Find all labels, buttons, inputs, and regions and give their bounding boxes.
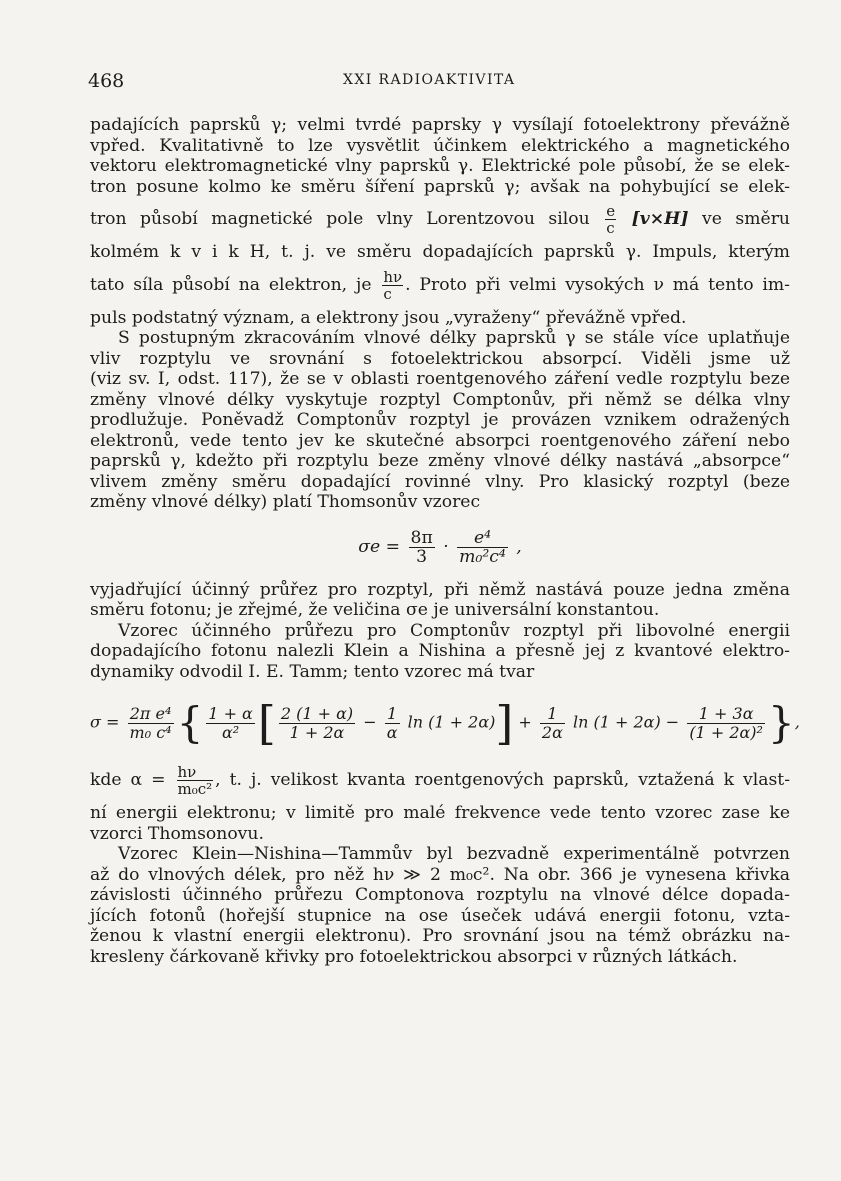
fraction-denominator: c <box>383 284 392 303</box>
fraction-numerator: hν <box>383 267 403 286</box>
klein-nishina-formula: σ = $\frac{\text{2π e⁴}}{\text{m₀ c⁴}}$ { $\frac{1 + \alpha}{\text{α²}}$ [ $\frac{2 (1 + \alpha)}{1 + 2\alpha}$ − $\frac{1}{\alpha}$ ln (1 + 2α)] + $\frac{1}{2\alpha}$ ln (1 + 2α) − $\frac{1 + 3\alpha}{\text{(1 + 2α)²}}$ }, <box>90 696 800 750</box>
formula-dot: · <box>443 536 449 557</box>
running-head: XXI RADIOAKTIVITA <box>343 72 516 88</box>
fraction-numerator: e⁴ <box>457 529 508 548</box>
formula-fraction <box>409 529 435 566</box>
formula-log-term: ln (1 + 2α) <box>407 712 496 732</box>
fraction-denominator: c <box>606 219 615 237</box>
text-line: vektoru elektromagnetické vlny paprsků γ. Elektrické pole působí, že se elek- <box>90 156 790 176</box>
page-header <box>88 70 788 94</box>
formula-operator: − <box>363 712 377 732</box>
formula-fraction <box>128 705 174 742</box>
text-line: prodlužuje. Poněvadž Comptonův rozptyl je provázen vznikem odražených <box>90 410 790 430</box>
fraction-numerator: 2 (1 + α) <box>280 703 354 723</box>
fraction-numerator: 1 <box>385 705 400 724</box>
text-line: až do vlnových délek, pro něž hν ≫ 2 m₀c². Na obr. 366 je vynesena křivka <box>90 864 790 885</box>
lorentz-line <box>90 203 790 236</box>
text-line: (viz sv. I, odst. 117), že se v oblasti roentgenového záření vedle rozptylu beze <box>90 369 790 389</box>
hv-over-c-fraction <box>382 269 403 302</box>
fraction-numerator: 1 <box>540 705 565 724</box>
text-line: Vzorec Klein—Nishina—Tammův byl bezvadně experimentálně potvrzen <box>118 844 790 864</box>
fraction-denominator: (1 + 2α)² <box>689 722 763 742</box>
text-line: změny vlnové délky) platí Thomsonův vzorec <box>90 492 481 512</box>
fraction-numerator: 1 + α <box>208 703 253 723</box>
text-line: paprsků γ, kdežto při rozptylu beze změny vlnové délky nastává „absorpce“ <box>90 451 790 471</box>
text-line: vlivem změny směru dopadající rovinné vlny. Pro klasický rozptyl (beze <box>90 471 790 492</box>
text-line: směru fotonu; je zřejmé, že veličina σe je universální konstantou. <box>90 600 660 620</box>
text-line: ní energii elektronu; v limitě pro malé frekvence vede tento vzorec zase ke <box>90 803 790 823</box>
formula-fraction <box>206 705 255 742</box>
text-line: vyjadřující účinný průřez pro rozptyl, při němž nastává pouze jedna změna <box>90 579 790 600</box>
kde-text: kde α = <box>90 770 166 790</box>
fraction-denominator: 3 <box>416 546 428 567</box>
text-line: Vzorec účinného průřezu pro Comptonův rozptyl při libovolné energii <box>118 620 790 641</box>
text-line: vliv rozptylu ve srovnání s fotoelektrickou absorpcí. Viděli jsme už <box>90 348 790 369</box>
fraction-numerator: 8π <box>410 527 433 548</box>
text-line: padajících paprsků γ; velmi tvrdé paprsky γ vysílají fotoelektrony převážně <box>90 115 790 135</box>
alpha-fraction <box>177 764 214 797</box>
impuls-text: tato síla působí na elektron, je <box>90 274 372 295</box>
page-number: 468 <box>88 70 125 92</box>
text-line: dynamiky odvodil I. E. Tamm; tento vzorec má tvar <box>90 661 535 682</box>
fraction-denominator: m₀ c⁴ <box>129 722 172 742</box>
text-line: elektronů, vede tento jev ke skutečné absorpci roentgenového záření nebo <box>90 430 790 451</box>
formula-fraction <box>279 705 355 742</box>
text-line: jících fotonů (hořejší stupnice na ose úseček udává energii fotonu, vzta- <box>90 905 790 926</box>
fraction-denominator: α <box>386 722 398 742</box>
impuls-text-after: . Proto při velmi vysokých ν má tento im- <box>405 274 790 295</box>
lorentz-text-after: ve směru <box>702 209 790 229</box>
fraction-numerator: hν <box>177 764 214 781</box>
formula-fraction <box>687 705 765 742</box>
lorentz-text: tron působí magnetické pole vlny Lorentzovou silou <box>90 209 590 229</box>
text-line: puls podstatný význam, a elektrony jsou „vyraženy“ převážně vpřed. <box>90 307 687 328</box>
fraction-numerator: 1 + 3α <box>687 705 765 724</box>
formula-tail: , <box>516 536 522 557</box>
text-line: změny vlnové délky vyskytuje rozptyl Comptonův, při němž se délka vlny <box>90 389 790 410</box>
formula-fraction <box>540 705 565 742</box>
formula-operator: + <box>518 712 532 732</box>
text-line: závislosti účinného průřezu Comptonova rozptylu na vlnové délce dopada- <box>90 885 790 905</box>
fraction-denominator: 1 + 2α <box>289 722 345 742</box>
text-line: dopadajícího fotonu nalezli Klein a Nishina a přesně jej z kvantové elektro- <box>90 641 790 661</box>
thomson-formula <box>90 529 790 566</box>
fraction-denominator: m₀c² <box>177 780 213 798</box>
fraction-numerator: e <box>606 202 616 220</box>
kde-text-after: , t. j. velikost kvanta roentgenových paprsků, vztažená k vlast- <box>215 770 790 790</box>
formula-tail: , <box>794 712 800 732</box>
formula-log-term: ln (1 + 2α) − <box>572 712 680 732</box>
fraction-denominator: 2α <box>541 722 563 742</box>
text-line: ženou k vlastní energii elektronu). Pro srovnání jsou na témž obrázku na- <box>90 926 790 946</box>
text-line: tron posune kolmo ke směru šíření paprsků γ; avšak na pohybující se elek- <box>90 176 790 197</box>
fraction-denominator: m₀²c⁴ <box>459 546 506 567</box>
formula-fraction <box>385 705 400 742</box>
text-line: kolmém k v i k H, t. j. ve směru dopadajících paprsků γ. Impuls, kterým <box>90 242 790 262</box>
fraction-numerator: 2π e⁴ <box>128 705 174 724</box>
text-line: vzorci Thomsonovu. <box>90 823 264 844</box>
e-over-c-fraction <box>605 203 616 236</box>
formula-lhs: σ = <box>90 712 120 732</box>
formula-fraction <box>457 529 508 566</box>
text-line: vpřed. Kvalitativně to lze vysvětlit účinkem elektrického a magnetického <box>90 135 790 156</box>
formula-lhs: σe = <box>358 536 401 557</box>
fraction-denominator: α² <box>221 722 240 742</box>
kde-line <box>90 764 790 797</box>
impuls-line <box>90 269 790 302</box>
text-line: kresleny čárkovaně křivky pro fotoelektrickou absorpci v různých látkách. <box>90 946 738 967</box>
vector-product: [v×H] <box>631 209 689 229</box>
body-text <box>90 115 800 967</box>
text-line: S postupným zkracováním vlnové délky paprsků γ se stále více uplatňuje <box>118 328 790 348</box>
